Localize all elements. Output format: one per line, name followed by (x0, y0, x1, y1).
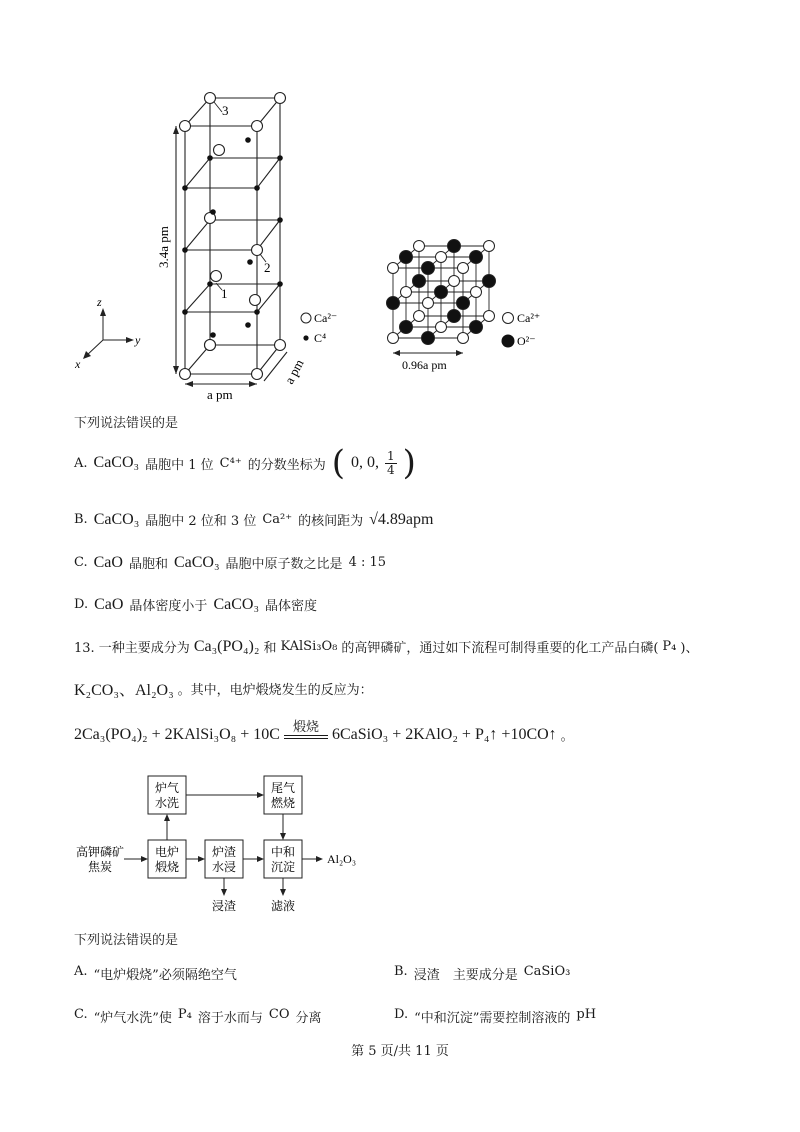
q13-option-c[interactable] (74, 1007, 322, 1026)
q13-a-text: “电炉煅烧”必须隔绝空气 (93, 968, 237, 983)
q12-a-ion: C⁴⁺ (219, 455, 242, 471)
q12-d-formula2: CaCO₃ (213, 595, 260, 613)
ca-ion (458, 263, 469, 274)
process-flow-diagram (70, 770, 400, 920)
ca-ion (388, 333, 399, 344)
q13-b-label: B. (394, 964, 408, 979)
depth-dimension-label: a pm (281, 356, 307, 387)
q12-option-d[interactable] (74, 595, 317, 614)
q13-question-stem: 下列说法错误的是 (74, 933, 179, 948)
q13-reaction-intro: 。其中，电炉煅烧发生的反应为： (177, 683, 373, 698)
q12-d-text1: 晶体密度小于 (129, 599, 208, 614)
q12-d-label: D. (74, 597, 89, 612)
equation-condition-text: 煅烧 (292, 720, 319, 735)
ca-ion (436, 322, 447, 333)
legend-ca-ion-label: Ca²⁺ (517, 311, 541, 325)
o-ion (422, 262, 435, 275)
ca-ion (401, 287, 412, 298)
q13-equation (74, 716, 574, 744)
q12-a-fraction: $\frac{1}{4}$ (386, 448, 395, 477)
q13-and-text: 和 (263, 641, 277, 656)
position-2-label: 2 (264, 260, 271, 275)
o-ion (400, 251, 413, 264)
cao-unit-cell-figure (380, 228, 550, 378)
flow-waste-residue: 浸渣 (211, 899, 237, 913)
flow-waste-filtrate: 滤液 (270, 899, 296, 913)
q13-d-text: “中和沉淀”需要控制溶液的 (414, 1011, 571, 1026)
flow-leach-l1: 炉渣 (211, 845, 237, 859)
q13-c-text2: 溶于水而与 (197, 1011, 263, 1026)
q13-p4-formula: P₄ (662, 639, 677, 654)
q13-option-a[interactable] (74, 964, 237, 983)
ca-ion (458, 333, 469, 344)
q12-b-formula: CaCO₃ (93, 510, 140, 528)
q12-b-text2: 的核间距为 (298, 514, 364, 529)
q13-option-b[interactable] (394, 964, 570, 983)
q13-d-label: D. (394, 1007, 409, 1022)
q13-a-label: A. (74, 964, 88, 979)
q13-c-formula2: CO (268, 1007, 290, 1022)
width-dimension-label: a pm (207, 387, 233, 402)
flow-input-ore: 高钾磷矿 (75, 845, 125, 859)
flow-gas-wash-l1: 炉气 (154, 781, 180, 795)
page-number-footer: 第 5 页/共 11 页 (351, 1044, 449, 1059)
ca-ion (471, 287, 482, 298)
q13-b-formula: CaSiO₃ (523, 964, 571, 979)
q13-products-formula: K₂CO₃、Al₂O₃ (74, 682, 174, 699)
ca-ion (484, 241, 495, 252)
legend-c-label: C⁴ (314, 331, 327, 345)
q12-a-formula: CaCO₃ (93, 454, 140, 471)
ca-ion (388, 263, 399, 274)
o-ion (387, 297, 400, 310)
q13-c-label: C. (74, 1007, 88, 1022)
q12-b-label: B. (74, 512, 88, 527)
q13-c-formula1: P₄ (177, 1007, 192, 1022)
flow-furnace-l1: 电炉 (154, 845, 180, 859)
o-ion (457, 297, 470, 310)
q12-stem: 下列说法错误的是 (74, 416, 179, 431)
flow-neutral-l2: 沉淀 (270, 860, 296, 874)
q12-c-formula2: CaCO₃ (173, 553, 220, 571)
q13-intro-text2: 的高钾磷矿，通过如下流程可制得重要的化工产品白磷( (341, 641, 659, 656)
q13-c-text1: “炉气水洗”使 (93, 1011, 172, 1026)
ca-ion (423, 298, 434, 309)
q12-a-text1: 晶胞中 1 位 (145, 457, 214, 473)
q12-a-coordinate: 0, 0, (350, 454, 379, 471)
flow-furnace-l2: 煅烧 (154, 860, 180, 874)
q12-c-label: C. (74, 555, 88, 570)
flow-neutral-l1: 中和 (270, 845, 296, 859)
q13-stem-line2 (74, 677, 373, 700)
q12-c-text1: 晶胞和 (128, 557, 168, 572)
flow-output-al2o3: Al₂O₃ (327, 852, 357, 866)
o-ion (400, 321, 413, 334)
q13-intro-text3: )、 (680, 641, 699, 656)
position-1-label: 1 (221, 286, 228, 301)
legend-o-ion-label: O²⁻ (517, 334, 536, 348)
q12-c-text2: 晶胞中原子数之比是 (225, 557, 343, 572)
q13-b-text: 浸渣 主要成分是 (413, 968, 518, 983)
q13-option-d[interactable] (394, 1007, 596, 1026)
q13-stem-line1 (74, 637, 698, 656)
q12-b-ion: Ca²⁺ (262, 512, 293, 527)
q13-kalsi3o8-formula: KAlSi₃O₈ (280, 639, 338, 654)
o-ion (435, 286, 448, 299)
flow-gas-wash-l2: 水洗 (154, 796, 180, 810)
q13-ca3po42-formula: Ca₃(PO₄)₂ (193, 637, 260, 655)
ca-ion (449, 276, 460, 287)
caco3-unit-cell-figure (60, 82, 340, 412)
q12-a-text2: 的分数坐标为 (247, 457, 326, 473)
flow-tail-gas-l1: 尾气 (270, 781, 296, 795)
flow-tail-gas-l2: 燃烧 (270, 796, 296, 810)
q12-c-formula1: CaO (93, 553, 123, 571)
axis-z-label: z (97, 295, 102, 309)
ca-ion (484, 311, 495, 322)
o-ion (448, 310, 461, 323)
position-3-label: 3 (222, 103, 229, 118)
flow-input-coke: 焦炭 (87, 860, 113, 874)
q13-c-text3: 分离 (295, 1011, 322, 1026)
o-ion (470, 321, 483, 334)
height-dimension-label: 3.4a pm (156, 226, 171, 268)
ca-ion (414, 311, 425, 322)
q12-c-ratio: 4 : 15 (348, 555, 387, 570)
q12-option-a[interactable]: A. CaCO₃ 晶胞中 1 位 C⁴⁺ 的分数坐标为 ( 0, 0, $\frac{1}{4}$ ) (74, 443, 416, 483)
o-ion (448, 240, 461, 253)
q12-option-c[interactable] (74, 553, 386, 572)
o-ion (483, 275, 496, 288)
q12-option-b[interactable] (74, 510, 433, 529)
axis-y-label: y (135, 333, 141, 347)
q13-d-formula: pH (576, 1007, 597, 1022)
axis-x-label: x (75, 357, 81, 371)
equation-left-side: 2Ca₃(PO₄)₂ + 2KAlSi₃O₈ + 10C (74, 726, 280, 743)
q13-intro-text: 13. 一种主要成分为 (74, 641, 190, 656)
legend-ca-label: Ca²⁻ (314, 311, 338, 325)
ca-ion (436, 252, 447, 263)
ca-ion (414, 241, 425, 252)
o-ion (413, 275, 426, 288)
equation-condition (284, 716, 328, 744)
q12-a-label: A. (74, 455, 88, 471)
equation-end-mark: 。 (560, 729, 574, 744)
q12-b-value: √4.89apm (369, 510, 434, 528)
q12-d-formula1: CaO (94, 595, 124, 613)
q12-d-text2: 晶体密度 (265, 599, 318, 614)
equation-right-side: 6CaSiO₃ + 2KAlO₂ + P₄↑ +10CO↑ (331, 726, 557, 743)
q12-b-text1: 晶胞中 2 位和 3 位 (145, 514, 257, 529)
flow-leach-l2: 水浸 (211, 860, 237, 874)
o-ion (470, 251, 483, 264)
o-ion (422, 332, 435, 345)
cao-width-label: 0.96a pm (402, 358, 447, 372)
